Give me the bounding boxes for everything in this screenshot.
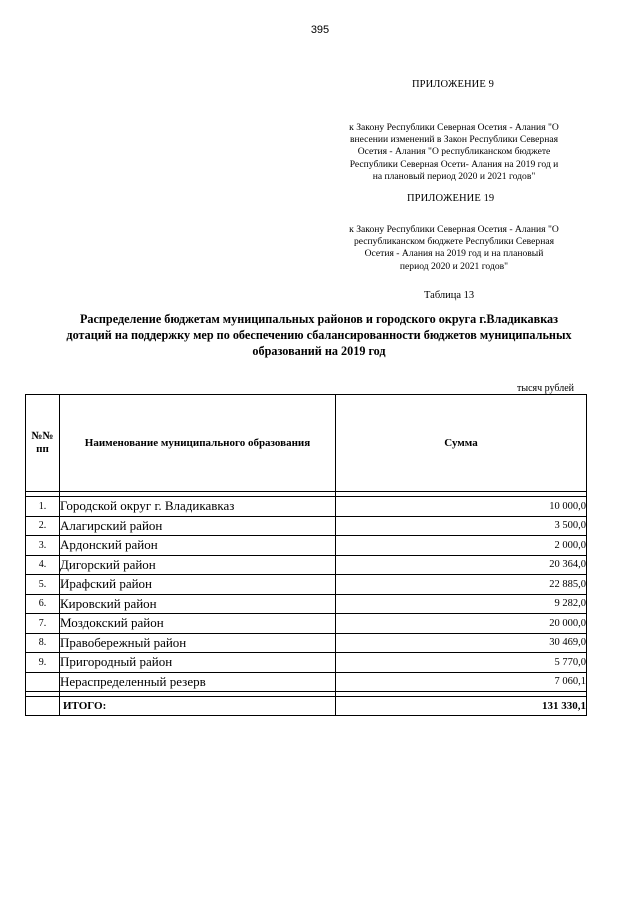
appendix-9-title: ПРИЛОЖЕНИЕ 9 — [412, 79, 494, 90]
row-name: Городской округ г. Владикавказ — [60, 497, 336, 517]
table-row — [26, 614, 587, 634]
appendix-9-line: внесении изменений в Закон Республики Северная — [349, 134, 559, 146]
title-line: образований на 2019 год — [252, 344, 386, 358]
header-number-line2: пп — [36, 443, 49, 455]
header-name: Наименование муниципального образования — [60, 395, 336, 492]
row-name: Кировский район — [60, 594, 336, 614]
header-row — [26, 395, 587, 492]
row-name: Алагирский район — [60, 516, 336, 536]
appendix-19-line: к Закону Республики Северная Осетия - Алания "О — [349, 224, 559, 235]
row-number: 6. — [26, 594, 60, 614]
table-row — [26, 672, 587, 692]
page-number: 395 — [310, 24, 330, 36]
row-name: Правобережный район — [60, 633, 336, 653]
row-number: 9. — [26, 653, 60, 673]
total-number — [26, 697, 60, 716]
row-number: 5. — [26, 575, 60, 595]
row-sum: 7 060,1 — [336, 672, 587, 692]
appendix-19-line: период 2020 и 2021 годов" — [399, 260, 509, 272]
table-row — [26, 633, 587, 653]
appendix-19-text — [322, 224, 586, 273]
table-number: Таблица 13 — [424, 290, 475, 301]
row-name: Ирафский район — [60, 575, 336, 595]
row-name: Нераспределенный резерв — [60, 672, 336, 692]
appendix-9-line: к Закону Республики Северная Осетия - Алания "О — [349, 122, 559, 133]
row-number: 2. — [26, 516, 60, 536]
appendix-19-line: республиканском бюджете Республики Северная — [353, 236, 555, 248]
header-number-line1: №№ — [31, 430, 54, 442]
row-sum: 5 770,0 — [336, 653, 587, 673]
table-row — [26, 575, 587, 595]
row-number: 8. — [26, 633, 60, 653]
row-number: 4. — [26, 555, 60, 575]
row-sum: 30 469,0 — [336, 633, 587, 653]
appendix-19-title: ПРИЛОЖЕНИЕ 19 — [407, 193, 495, 204]
table-row — [26, 653, 587, 673]
row-sum: 9 282,0 — [336, 594, 587, 614]
total-row — [26, 697, 587, 716]
row-number — [26, 672, 60, 692]
table-row — [26, 536, 587, 556]
total-label: ИТОГО: — [60, 697, 336, 716]
title-line: дотаций на поддержку мер по обеспечению сбалансированности бюджетов муниципальных — [66, 328, 572, 342]
appendix-19-line: Осетия - Алания на 2019 год и на плановый — [364, 248, 544, 260]
table-row — [26, 555, 587, 575]
row-name: Моздокский район — [60, 614, 336, 634]
row-name: Ардонский район — [60, 536, 336, 556]
row-sum: 20 364,0 — [336, 555, 587, 575]
row-sum: 20 000,0 — [336, 614, 587, 634]
row-number: 7. — [26, 614, 60, 634]
row-sum: 2 000,0 — [336, 536, 587, 556]
appendix-9-text — [322, 122, 586, 183]
table-row — [26, 516, 587, 536]
document-title — [20, 311, 618, 359]
header-sum: Сумма — [336, 395, 587, 492]
appendix-9-line: на плановый период 2020 и 2021 годов" — [372, 170, 536, 182]
title-line: Распределение бюджетам муниципальных районов и городского округа г.Владикавказ — [79, 312, 559, 326]
row-name: Пригородный район — [60, 653, 336, 673]
table-row — [26, 497, 587, 517]
header-number — [26, 395, 60, 492]
table-row — [26, 594, 587, 614]
budget-table — [25, 394, 587, 716]
row-sum: 10 000,0 — [336, 497, 587, 517]
row-name: Дигорский район — [60, 555, 336, 575]
row-sum: 3 500,0 — [336, 516, 587, 536]
row-sum: 22 885,0 — [336, 575, 587, 595]
appendix-9-line: Республики Северная Осети- Алания на 2019 год и — [349, 158, 559, 170]
appendix-9-line: Осетия - Алания "О республиканском бюджете — [357, 146, 551, 158]
total-sum: 131 330,1 — [336, 697, 587, 716]
row-number: 1. — [26, 497, 60, 517]
row-number: 3. — [26, 536, 60, 556]
units-label: тысяч рублей — [516, 383, 574, 394]
